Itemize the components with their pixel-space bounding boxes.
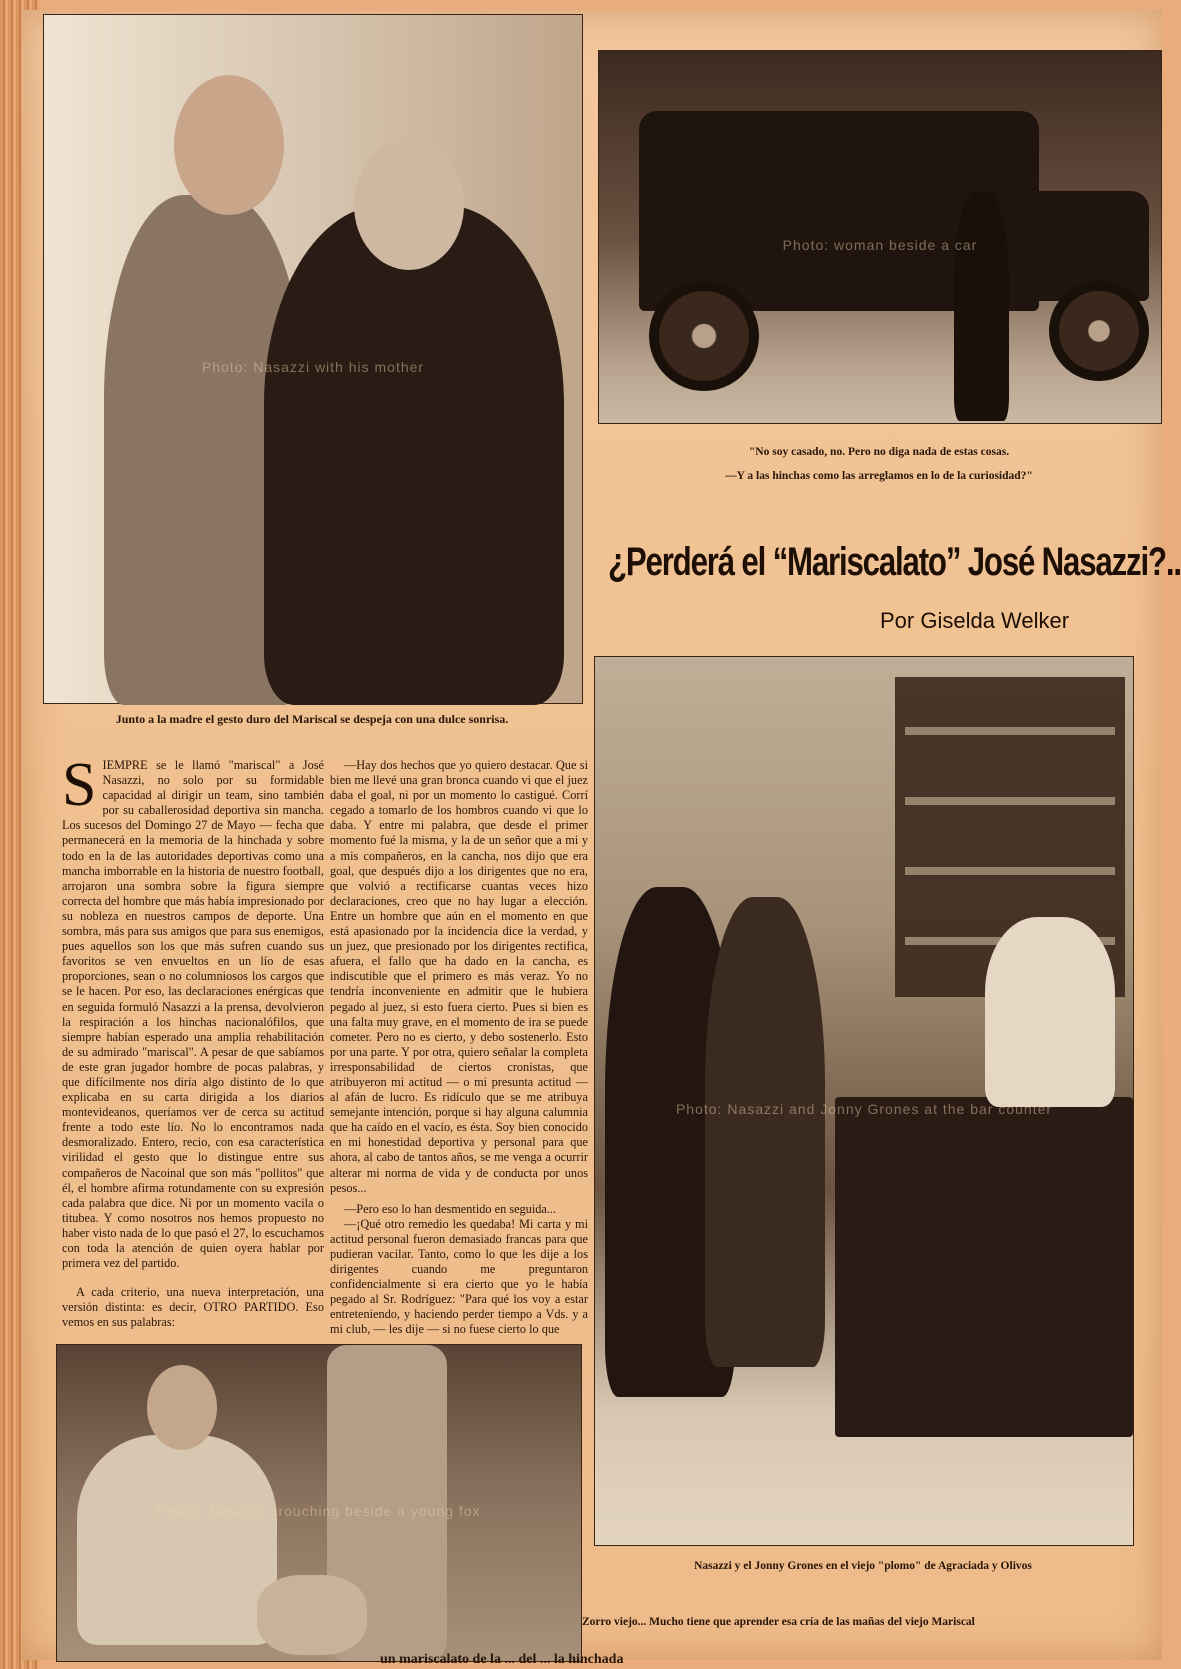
column-2-paragraph-1: —Hay dos hechos que yo quiero destacar. Que si bien me llevé una gran bronca cuando vi que el juez daba el goal, ni por un momento lo castigué. Corrí cegado a tomarlo de los hombros cuando vi que lo daba. Y entre mi palabra, que desde el primer momento fué la misma, y la de un señor que a mi y a mis compañeros, en la cancha, nos dijo que era goal, que después dijo a los dirigentes que no era, que volvió a rectificarse cuantas veces hizo declaraciones, creo que no hay lugar a elección. Entre un hombre que aún en el momento en que está apasionado por la incidencia dice la verdad, y un juez, que presionado por los dirigentes rectifica, afuera, el fallo que ha dado en la cancha, es indiscutible que el primero es más veraz. Yo no tendría inconveniente en admitir que le hubiera pegado al juez, si esto fuera cierto. Pues si bien es una falta muy grave, en el momento de ira se puede cometer. Pero no es cierto, y debo sostenerlo. Esto por una parte. Y por otra, quiero señalar la completa irresponsabilidad de ciertos cronistas, que atribuyeron mi actitud — o mi presunta actitud — al afán de lucro. Es ridículo que se me atribuya semejante intención, porque si hay alguna calumnia que ha caído en el vacío, es ésta. Soy bien conocido en mi honestidad deportiva y personal para que ahora, al cabo de tantos años, se me venga a ocurrir alterar mi norma de vida y de conducta por unos pesos... bbox=[330, 758, 588, 1195]
car-caption-line1: "No soy casado, no. Pero no diga nada de estas cosas. bbox=[748, 446, 1010, 458]
article-byline: Por Giselda Welker bbox=[880, 608, 1070, 633]
article-title: ¿Perderá el “Mariscalato” José Nasazzi?.. bbox=[608, 540, 1181, 584]
car-photo bbox=[598, 50, 1162, 424]
car-photo-label: Photo: woman beside a car bbox=[782, 237, 978, 253]
bar-photo-label: Photo: Nasazzi and Jonny Grones at the bar counter bbox=[675, 1101, 1053, 1117]
bar-photo bbox=[594, 656, 1134, 1546]
fox-photo-label: Photo: Nasazzi crouching beside a young fox bbox=[157, 1503, 481, 1519]
mother-photo bbox=[43, 14, 583, 704]
article-dropcap: S bbox=[62, 751, 97, 819]
column-2-paragraph-2: —Pero eso lo han desmentido en seguida... bbox=[344, 1201, 557, 1216]
column-2-paragraph-3: —¡Qué otro remedio les quedaba! Mi carta y mi actitud personal fueron demasiado francas para que pudieran vacilar. Tanto, como lo que les dije a los dirigentes cuando me preguntaron confidencialmente si era cierto que yo le había pegado al Sr. Rodríguez: "Para qué los voy a estar entreteniendo, y haciendo perder tiempo a Vds. y a mi club, — les dije — si no fuese cierto lo que bbox=[330, 1216, 588, 1337]
fox-photo bbox=[56, 1344, 582, 1662]
column-1-paragraph-2: A cada criterio, una nueva interpretación, una versión distinta: es decir, OTRO PARTIDO. Eso vemos en sus palabras: bbox=[62, 1285, 324, 1330]
car-caption-line2: —Y a las hinchas como las arreglamos en lo de la curiosidad?" bbox=[725, 470, 1033, 482]
mother-caption: Junto a la madre el gesto duro del Mariscal se despeja con una dulce sonrisa. bbox=[115, 712, 509, 726]
column-1-paragraph-1: IEMPRE se le llamó "mariscal" a José Nasazzi, no solo por su formidable capacidad al dirigir un team, sino también por su caballerosidad deportiva sin mancha. Los sucesos del Domingo 27 de Mayo — fecha que permanecerá en la memoria de la hinchada y sobre todo en la de las autoridades deportivas como una mancha imborrable en la historia de nuestro football, arrojaron una sombra sobre la figura siempre correcta del hombre que más había impresionado por su nobleza en nuestros campos de deporte. Una sombra, más para sus amigos que para sus enemigos, pues aquellos son los que más sufren cuando sus favoritos se ven envueltos en un lío de esas proporciones, sean o no columniosos los cargos que se le hacen. Por eso, las declaraciones enérgicas que en seguida formuló Nasazzi a la prensa, devolvieron la respiración a los hinchas nacionalófilos, que siempre habían esperado una amplia rehabilitación de su admirado "mariscal". A pesar de que sabíamos de este gran jugador hombre de pocas palabras, y que difícilmente nos diría algo distinto de lo que explicaba en su carta dirigida a los diarios montevideanos, queríamos ver de cerca su actitud frente a todo este lío. No lo encontramos nada desmoralizado. Entero, recio, con esa característica virilidad el gesto que lo distingue entre sus compañeros de Nacoinal que son más "pollitos" que él, el hombre afirma rotundamente con su expresión cada palabra que dice. Ni por un momento vacila o titubea. Y como nosotros nos hemos propuesto no haber visto nada de lo que pasó el 27, lo escuchamos con toda la atención de quien oyera hablar por primera vez del partido. bbox=[62, 758, 324, 1271]
bottom-cut-text: un mariscalato de la ... del ... la hinchada bbox=[380, 1652, 624, 1667]
bar-caption: Nasazzi y el Jonny Grones en el viejo "plomo" de Agraciada y Olivos bbox=[694, 1560, 1032, 1572]
mother-photo-label: Photo: Nasazzi with his mother bbox=[201, 359, 425, 375]
article-column-2 bbox=[330, 758, 588, 1337]
fox-caption: Zorro viejo... Mucho tiene que aprender esa cría de las mañas del viejo Mariscal bbox=[582, 1616, 975, 1628]
article-column-1 bbox=[62, 751, 324, 1330]
